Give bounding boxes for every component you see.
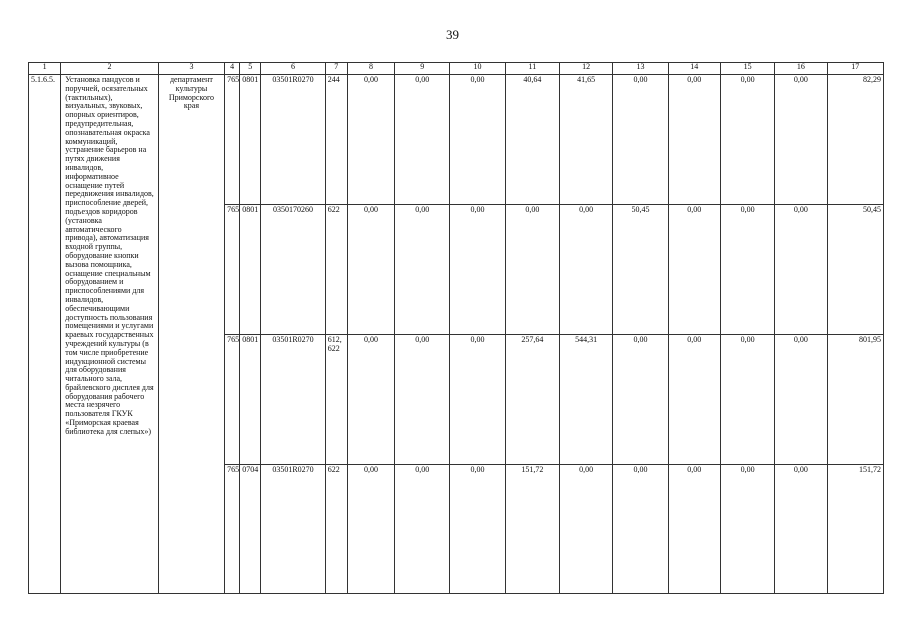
column-number: 5 [240,63,261,75]
cell-value: 0,00 [720,75,774,205]
column-number: 6 [261,63,325,75]
column-number: 13 [613,63,668,75]
cell-value: 0,00 [720,465,774,594]
cell-value: 40,64 [505,75,559,205]
cell-section: 0801 [240,205,261,335]
cell-value: 0,00 [613,75,668,205]
cell-expense-type: 622 [325,205,347,335]
column-number-row [29,63,884,75]
column-number: 11 [505,63,559,75]
column-number: 16 [775,63,827,75]
cell-value: 0,00 [668,205,720,335]
cell-value: 0,00 [613,335,668,465]
cell-value: 0,00 [720,205,774,335]
cell-total: 50,45 [827,205,883,335]
cell-value: 0,00 [395,205,450,335]
column-number: 17 [827,63,883,75]
cell-expense-type: 244 [325,75,347,205]
cell-target-code: 03501R0270 [261,465,325,594]
cell-value: 0,00 [775,335,827,465]
cell-total: 801,95 [827,335,883,465]
cell-value: 0,00 [347,465,394,594]
column-number: 4 [225,63,240,75]
cell-value: 50,45 [613,205,668,335]
cell-grbs: 765 [225,75,240,205]
cell-value: 0,00 [668,75,720,205]
column-number: 7 [325,63,347,75]
cell-value: 0,00 [560,465,613,594]
cell-value: 0,00 [720,335,774,465]
cell-value: 0,00 [775,75,827,205]
cell-section: 0801 [240,335,261,465]
budget-table [28,62,884,594]
column-number: 15 [720,63,774,75]
cell-value: 0,00 [347,335,394,465]
column-number: 14 [668,63,720,75]
item-executor: департамент культуры Приморского края [158,75,224,594]
column-number: 9 [395,63,450,75]
cell-grbs: 765 [225,335,240,465]
cell-target-code: 03501R0270 [261,335,325,465]
cell-expense-type: 622 [325,465,347,594]
cell-value: 0,00 [668,465,720,594]
cell-total: 82,29 [827,75,883,205]
cell-value: 0,00 [395,75,450,205]
cell-section: 0704 [240,465,261,594]
cell-section: 0801 [240,75,261,205]
item-description: Установка пандусов и поручней, осязательных (тактильных), визуальных, звуковых, опорных ориентиров, предупредительная, опознавательная окраска коммуникаций, устранение барьеров на путях движения инвалидов, информативное оснащение путей передвижения инвалидов, приспособление дверей, подъездов коридоров (установка автоматического привода), автоматизация входной группы, оборудование кнопки вызова помощника, оснащение специальным оборудованием и приспособлениями для инвалидов, обеспечивающими доступность пользования помещениями и услугами краевых государственных учреждений культуры (в том числе приобретение индукционной системы для оборудования читального зала, брайлевского дисплея для оборудования рабочего места незрячего пользователя ГКУК «Приморская краевая библиотека для слепых») [61,75,159,594]
cell-value: 0,00 [395,465,450,594]
cell-value: 544,31 [560,335,613,465]
cell-expense-type: 612, 622 [325,335,347,465]
cell-value: 151,72 [505,465,559,594]
item-code: 5.1.6.5. [29,75,61,594]
column-number: 3 [158,63,224,75]
cell-value: 0,00 [450,335,505,465]
column-number: 2 [61,63,159,75]
cell-value: 0,00 [505,205,559,335]
cell-value: 0,00 [450,205,505,335]
column-number: 8 [347,63,394,75]
cell-target-code: 0350170260 [261,205,325,335]
column-number: 10 [450,63,505,75]
page-number: 39 [446,27,459,42]
cell-value: 0,00 [450,75,505,205]
cell-value: 0,00 [775,465,827,594]
cell-value: 41,65 [560,75,613,205]
cell-grbs: 765 [225,465,240,594]
cell-value: 0,00 [775,205,827,335]
table-row [29,75,884,205]
cell-grbs: 765 [225,205,240,335]
column-number: 12 [560,63,613,75]
column-number: 1 [29,63,61,75]
cell-value: 0,00 [613,465,668,594]
cell-target-code: 03501R0270 [261,75,325,205]
cell-value: 0,00 [347,205,394,335]
cell-value: 0,00 [668,335,720,465]
cell-value: 0,00 [347,75,394,205]
cell-value: 0,00 [560,205,613,335]
cell-value: 0,00 [450,465,505,594]
cell-total: 151,72 [827,465,883,594]
cell-value: 0,00 [395,335,450,465]
cell-value: 257,64 [505,335,559,465]
